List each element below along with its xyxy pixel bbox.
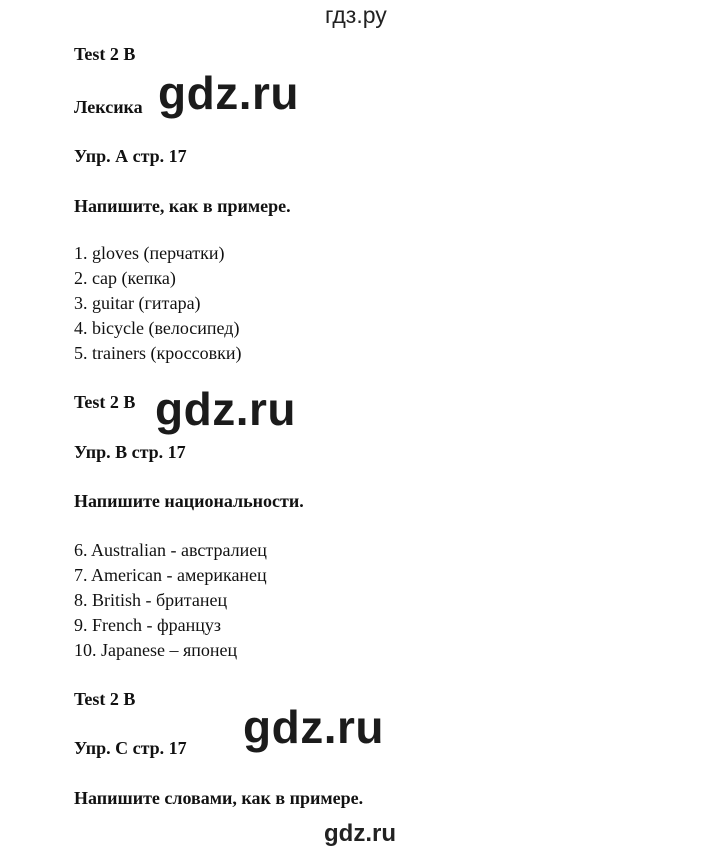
exercise-a-label: Упр. А стр. 17 xyxy=(74,146,187,166)
list-item: 3. guitar (гитара) xyxy=(74,293,201,313)
list-item: 2. cap (кепка) xyxy=(74,268,176,288)
test-title-3: Test 2 B xyxy=(74,689,136,709)
exercise-a-instruction: Напишите, как в примере. xyxy=(74,196,291,216)
exercise-b-label: Упр. B стр. 17 xyxy=(74,442,186,462)
list-item: 9. French - француз xyxy=(74,615,222,635)
watermark-top: гдз.ру xyxy=(325,2,387,28)
exercise-c-instruction: Напишите словами, как в примере. xyxy=(74,788,364,808)
list-item: 7. American - американец xyxy=(74,565,267,585)
exercise-c-label: Упр. C стр. 17 xyxy=(74,738,187,758)
watermark-bottom: gdz.ru xyxy=(324,820,396,847)
watermark-gdz-3: gdz.ru xyxy=(243,701,384,753)
watermark-gdz-2: gdz.ru xyxy=(155,383,296,435)
list-item: 5. trainers (кроссовки) xyxy=(74,343,242,363)
test-title-2: Test 2 B xyxy=(74,392,136,412)
exercise-b-instruction: Напишите национальности. xyxy=(74,491,304,511)
list-item: 4. bicycle (велосипед) xyxy=(74,318,240,338)
list-item: 1. gloves (перчатки) xyxy=(74,243,225,263)
list-item: 10. Japanese – японец xyxy=(74,640,238,660)
watermark-gdz-1: gdz.ru xyxy=(158,67,299,119)
list-item: 6. Australian - австралиец xyxy=(74,540,267,560)
lexicon-heading: Лексика xyxy=(74,97,143,117)
list-item: 8. British - британец xyxy=(74,590,228,610)
test-title-1: Test 2 B xyxy=(74,44,136,64)
